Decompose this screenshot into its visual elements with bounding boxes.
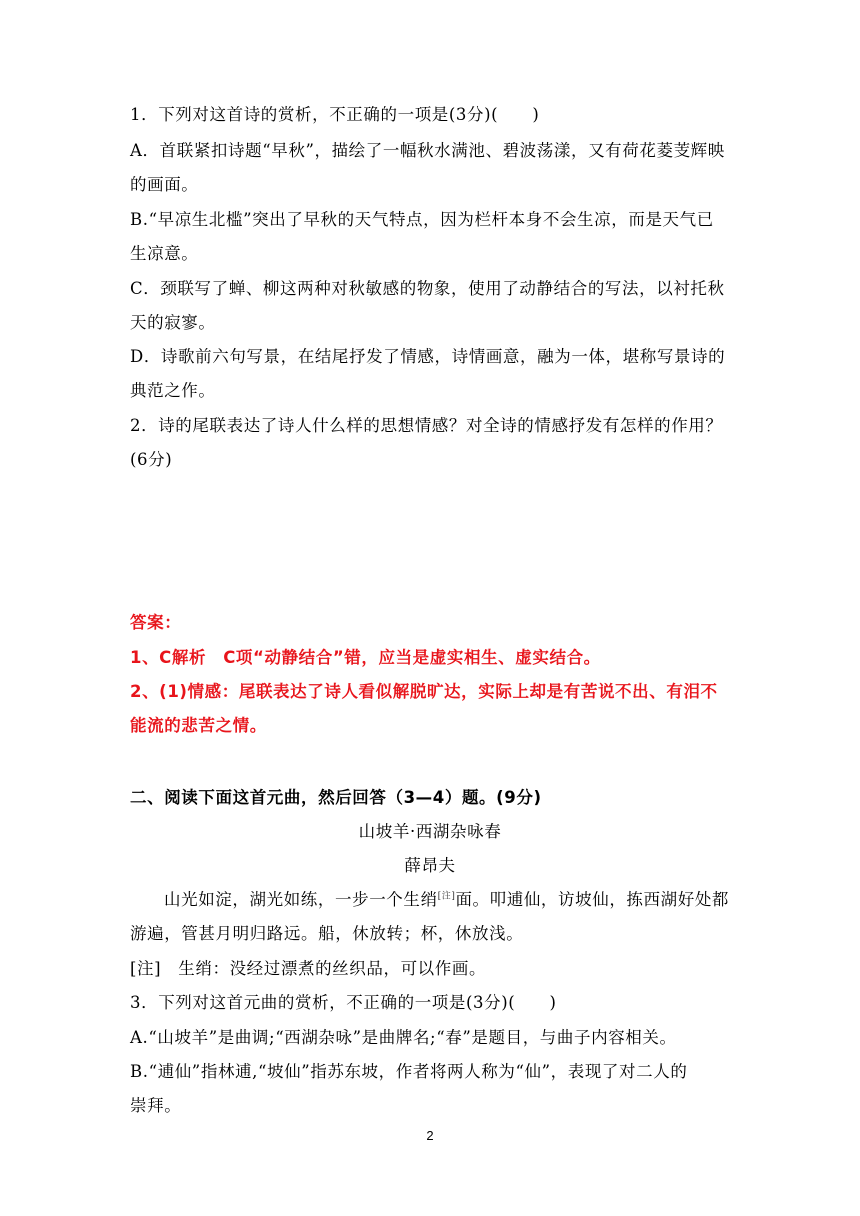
poem-title: 山坡羊·西湖杂咏春 bbox=[358, 822, 502, 841]
answer-2-line-1: 2、(1)情感：尾联表达了诗人看似解脱旷达，实际上却是有苦说不出、有泪不 bbox=[130, 682, 718, 701]
question-3-option-a: A.“山坡羊”是曲调;“西湖杂咏”是曲牌名;“春”是题目，与曲子内容相关。 bbox=[130, 1028, 677, 1047]
option-b-line-2: 生凉意。 bbox=[130, 244, 199, 263]
poem-text-line-2: 游遍，管甚月明归路远。船，休放转；杯，休放浅。 bbox=[130, 924, 524, 943]
option-a-line-1: A．首联紧扣诗题“早秋”，描绘了一幅秋水满池、碧波荡漾，又有荷花菱芰辉映 bbox=[130, 141, 725, 160]
poem-author: 薛昂夫 bbox=[404, 856, 456, 875]
option-a-line-2: 的画面。 bbox=[130, 175, 199, 194]
poem-text-1-before: 山光如淀，湖光如练，一步一个生绡 bbox=[164, 890, 438, 909]
answer-2-line-2: 能流的悲苦之情。 bbox=[130, 716, 267, 735]
answer-heading: 答案： bbox=[130, 613, 182, 632]
option-d-line-1: D．诗歌前六句写景，在结尾抒发了情感，诗情画意，融为一体，堪称写景诗的 bbox=[130, 347, 726, 366]
question-3-stem: 3．下列对这首元曲的赏析，不正确的一项是(3分)( ) bbox=[130, 993, 557, 1012]
answer-1: 1、C解析 C项“动静结合”错，应当是虚实相生、虚实结合。 bbox=[130, 648, 601, 667]
question-1-stem: 1．下列对这首诗的赏析，不正确的一项是(3分)( ) bbox=[130, 105, 540, 124]
poem-text-line-1 bbox=[164, 889, 754, 911]
poem-text-1-after: 面。叩逋仙，访坡仙，拣西湖好处都 bbox=[455, 890, 730, 909]
annotation-note: [注] 生绡：没经过漂煮的丝织品，可以作画。 bbox=[130, 959, 487, 978]
page-number: 2 bbox=[426, 1128, 434, 1143]
option-c-line-2: 天的寂寥。 bbox=[130, 313, 216, 332]
question-2-line-2: (6分) bbox=[130, 450, 173, 469]
question-3-option-b-line-2: 崇拜。 bbox=[130, 1096, 182, 1115]
question-3-option-b-line-1: B.“逋仙”指林逋,“坡仙”指苏东坡，作者将两人称为“仙”，表现了对二人的 bbox=[130, 1062, 688, 1081]
option-d-line-2: 典范之作。 bbox=[130, 381, 216, 400]
question-2-line-1: 2．诗的尾联表达了诗人什么样的思想情感？对全诗的情感抒发有怎样的作用？ bbox=[130, 416, 723, 435]
option-b-line-1: B.“早凉生北槛”突出了早秋的天气特点，因为栏杆本身不会生凉，而是天气已 bbox=[130, 210, 714, 229]
option-c-line-1: C．颈联写了蝉、柳这两种对秋敏感的物象，使用了动静结合的写法，以衬托秋 bbox=[130, 279, 725, 298]
note-marker: [注] bbox=[437, 891, 456, 902]
section-2-heading: 二、阅读下面这首元曲，然后回答（3—4）题。(9分) bbox=[130, 788, 542, 807]
